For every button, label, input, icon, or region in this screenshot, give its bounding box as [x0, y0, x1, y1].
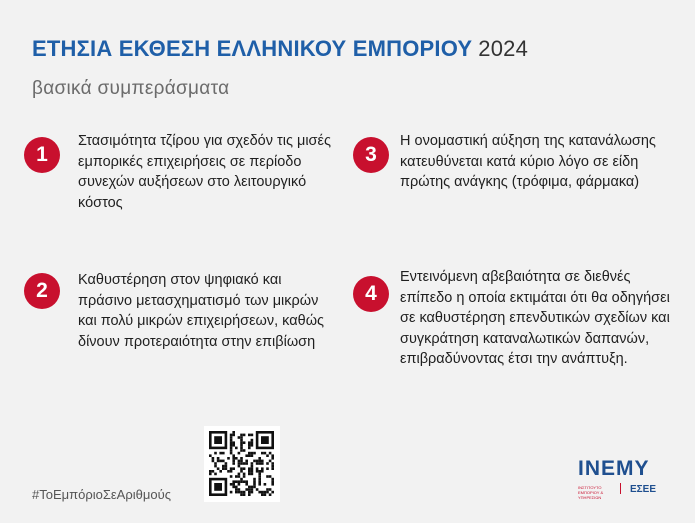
inemy-logo — [578, 457, 664, 499]
finding-text-2: Καθυστέρηση στον ψηφιακό και πράσινο μετασχηματισμό των μικρών και πολύ μικρών επιχειρήσεων, καθώς δίνουν προτεραιότητα στην επιβίωση — [78, 272, 324, 350]
page-title — [32, 36, 528, 62]
finding-text-4: Εντεινόμενη αβεβαιότητα σε διεθνές επίπεδο η οποία εκτιμάται ότι θα οδηγήσει σε καθυστέρηση επενδυτικών σχεδίων και συγκράτηση καταναλωτικών δαπανών, επιβραδύνοντας έτσι την ανάπτυξη. — [400, 269, 670, 367]
page-subtitle: βασικά συμπεράσματα — [32, 78, 230, 99]
qr-code-graphic — [204, 426, 280, 502]
finding-text-1: Στασιμότητα τζίρου για σχεδόν τις μισές εμπορικές επιχειρήσεις σε περίοδο συνεχών αυξήσεων στο λειτουργικό κόστος — [78, 133, 331, 211]
logo-org: ΕΣΕΕ — [629, 484, 656, 495]
logo-divider — [620, 483, 621, 494]
number-badge-2: 2 — [24, 273, 60, 309]
number-badge-3: 3 — [353, 137, 389, 173]
number-badge-4: 4 — [353, 276, 389, 312]
report-title: ΕΤΗΣΙΑ ΕΚΘΕΣΗ ΕΛΛΗΝΙΚΟΥ ΕΜΠΟΡΙΟΥ — [32, 36, 473, 61]
number-badge-1: 1 — [24, 137, 60, 173]
report-year: 2024 — [478, 36, 529, 61]
hashtag: #ΤοΕμπόριοΣεΑριθμούς — [32, 487, 171, 502]
logo-name: INEMY — [578, 457, 650, 480]
logo-tagline: ΙΝΣΤΙΤΟΥΤΟ ΕΜΠΟΡΙΟΥ & ΥΠΗΡΕΣΙΩΝ — [578, 485, 604, 500]
finding-text-3: Η ονομαστική αύξηση της κατανάλωσης κατευθύνεται κατά κύριο λόγο σε είδη πρώτης ανάγκης (τρόφιμα, φάρμακα) — [400, 133, 656, 190]
qr-code-icon[interactable] — [204, 426, 280, 502]
